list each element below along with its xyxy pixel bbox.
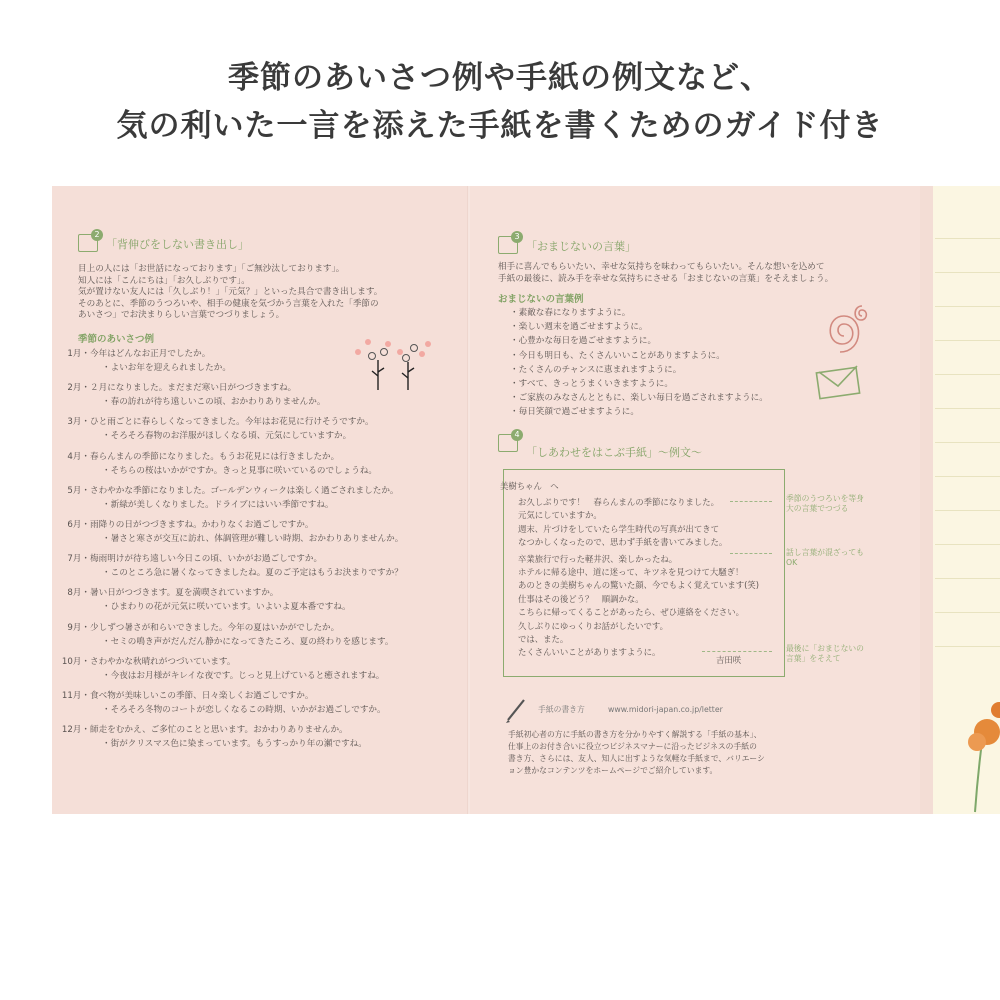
letter-line: お久しぶりです！ 春らんまんの季節になりました。 <box>518 497 719 507</box>
letter-line: たくさんいいことがありますように。 <box>518 647 661 658</box>
annotation-leader <box>702 651 772 652</box>
charm-item: ・今日も明日も、たくさんいいことがありますように。 <box>510 350 725 361</box>
letter-line: あのときの美樹ちゃんの驚いた顔、今でもよく覚えています(笑) <box>518 580 760 591</box>
charm-item: ・毎日笑顔で過ごせますように。 <box>510 407 639 418</box>
charm-item: ・たくさんのチャンスに恵まれますように。 <box>510 364 682 375</box>
intro-3: 気が置けない友人には「久しぶり！」「元気？」といった具合で書き出します。 <box>78 287 383 297</box>
section-4-title: 「しあわせをはこぶ手紙」〜例文〜 <box>526 446 702 459</box>
section-3-intro-2: 手紙の最後に、読み手を幸せな気持ちにさせる「おまじないの言葉」をそえましょう。 <box>498 274 834 284</box>
annotation-3-line-2: 言葉」をそえて <box>786 654 841 663</box>
envelope-icon: 2 <box>78 234 98 252</box>
annotation-leader <box>730 501 772 502</box>
month-greeting: 8月・暑い日がつづきます。夏を満喫されていますか。 ・ひまわりの花が元気に咲いています。いよいよ夏本番ですね。 <box>67 588 351 613</box>
flower-illustration <box>957 694 1000 814</box>
annotation-2-line-2: OK <box>786 558 798 567</box>
month-greeting: 3月・ひと雨ごとに春らしくなってきました。今年はお花見に行けそうですか。 ・そろそろ春物のお洋服がほしくなる頃、元気にしていますか。 <box>67 417 374 442</box>
letter-line: では、また。 <box>518 634 569 644</box>
envelope-icon: 3 <box>498 236 518 254</box>
intro-1: 目上の人には「お世話になっております」「ご無沙汰しております」。 <box>78 264 345 274</box>
letter-line: 仕事はその後どう？ 順調かな。 <box>518 593 644 604</box>
charm-item: ・ご家族のみなさんとともに、楽しい毎日を過ごされますように。 <box>510 393 768 404</box>
guide-title: 手紙の書き方 <box>538 705 585 714</box>
notebook-photo <box>52 186 1000 814</box>
letter-line: ホテルに帰る途中、道に迷って、キツネを見つけて大騒ぎ！ <box>518 567 744 577</box>
letter-signature: 吉田咲 <box>716 655 742 665</box>
month-greeting: 1月・今年はどんなお正月でしたか。 ・よいお年を迎えられましたか。 <box>67 349 231 373</box>
month-greeting: 7月・梅雨明けが待ち遠しい今日この頃、いかがお過ごしですか。 ・このところ急に暑くなってきましたね。夏のご予定はもうお決まりですか？ <box>67 554 403 579</box>
headline-line-2: 気の利いた一言を添えた手紙を書くためのガイド付き <box>116 108 884 144</box>
guide-text-3: 書き方、さらには、友人、知人に出すような気軽な手紙まで、バリエーシ <box>508 754 765 763</box>
letter-line: 久しぶりにゆっくりお話がしたいです。 <box>518 620 668 631</box>
charm-item: ・素敵な春になりますように。 <box>510 308 631 318</box>
letter-line: 卒業旅行で行った軽井沢、楽しかったね。 <box>518 553 678 564</box>
headline-line-1: 季節のあいさつ例や手紙の例文など、 <box>228 60 772 96</box>
month-greeting: 2月・２月になりました。まだまだ寒い日がつづきますね。 ・春の訪れが待ち遠しいこの頃、おかわりありませんか。 <box>67 383 326 408</box>
section-3-title: 「おまじないの言葉」 <box>526 240 636 253</box>
charm-item: ・心豊かな毎日を過ごせますように。 <box>510 336 657 347</box>
letter-line: 週末、片づけをしていたら学生時代の写真が出てきて <box>518 523 719 534</box>
letter-line: こちらに帰ってくることがあったら、ぜひ連絡をください。 <box>518 607 745 618</box>
intro-4: そのあとに、季節のうつろいや、相手の健康を気づかう言葉を入れた「季節の <box>78 298 379 309</box>
annotation-2-line-1: 話し言葉が混ざっても <box>786 548 864 557</box>
month-greeting: 10月・さわやかな秋晴れがつづいています。 ・今夜はお月様がキレイな夜です。じっと見上げていると癒されますね。 <box>61 656 385 681</box>
letter-line: なつかしくなったので、思わず手紙を書いてみました。 <box>518 537 728 548</box>
envelope-swirl-illustration <box>804 300 882 404</box>
page-edge <box>918 186 933 814</box>
annotation-leader <box>730 553 772 554</box>
month-greeting: 5月・さわやかな季節になりました。ゴールデンウィークは楽しく過ごされましたか。 ・新緑が美しくなりました。ドライブにはいい季節ですね。 <box>67 485 399 510</box>
guide-text-4: ョン豊かなコンテンツをホームページでご紹介しています。 <box>508 766 718 775</box>
annotation-3-line-1: 最後に「おまじないの <box>786 644 864 653</box>
month-greeting: 4月・春らんまんの季節になりました。もうお花見には行きましたか。 ・そちらの桜はいかがですか。きっと見事に咲いているのでしょうね。 <box>67 451 378 476</box>
month-greeting: 6月・雨降りの日がつづきますね。かわりなくお過ごしですか。 ・暑さと寒さが交互に訪れ、体調管理が難しい時期、おかわりありませんか。 <box>67 520 404 544</box>
guide-text-1: 手紙初心者の方に手紙の書き方を分かりやすく解説する「手紙の基本」、 <box>508 730 762 739</box>
examples-heading: 季節のあいさつ例 <box>78 334 155 345</box>
envelope-icon: 4 <box>498 434 518 452</box>
pen-icon <box>504 696 530 724</box>
month-greeting: 11月・食べ物が美味しいこの季節、日々楽しくお過ごしですか。 ・そろそろ冬物のコートが恋しくなるこの時期、いかがお過ごしですか。 <box>61 691 386 715</box>
annotation-1-line-2: 大の言葉でつづる <box>786 504 849 513</box>
charm-heading: おまじないの言葉例 <box>498 294 584 305</box>
guide-text-2: 仕事上のお付き合いに役立つビジネスマナーに沿ったビジネスの手紙の <box>508 742 757 751</box>
section-3-intro-1: 相手に喜んでもらいたい、幸せな気持ちを味わってもらいたい。そんな想いを込めて <box>498 262 825 272</box>
charm-item: ・楽しい週末を過ごせますように。 <box>510 322 648 333</box>
charm-item: ・すべて、きっとうまくいきますように。 <box>510 379 673 389</box>
annotation-1-line-1: 季節のうつろいを等身 <box>786 494 864 503</box>
flowers-doodle <box>348 338 434 394</box>
letter-line: 元気にしていますか。 <box>518 510 602 521</box>
underlying-ruled-page <box>926 186 1000 814</box>
month-greeting: 12月・師走をむかえ、ご多忙のことと思います。おかわりありませんか。 ・街がクリスマス色に染まっています。もうすっかり年の瀬ですね。 <box>61 725 367 750</box>
guide-url: www.midori-japan.co.jp/letter <box>608 705 723 714</box>
section-2-title: 「背伸びをしない書き出し」 <box>106 238 249 251</box>
letter-addressee: 美樹ちゃん へ <box>500 481 559 491</box>
left-page <box>52 186 468 814</box>
month-greeting: 9月・少しずつ暑さが和らいできました。今年の夏はいかがでしたか。 ・セミの鳴き声がだんだん静かになってきたころ、夏の終わりを感じます。 <box>67 622 394 647</box>
intro-2: 知人には「こんにちは」「お久しぶりです」。 <box>78 275 250 286</box>
intro-5: あいさつ」でお決まりらしい言葉でつづりましょう。 <box>78 310 285 320</box>
